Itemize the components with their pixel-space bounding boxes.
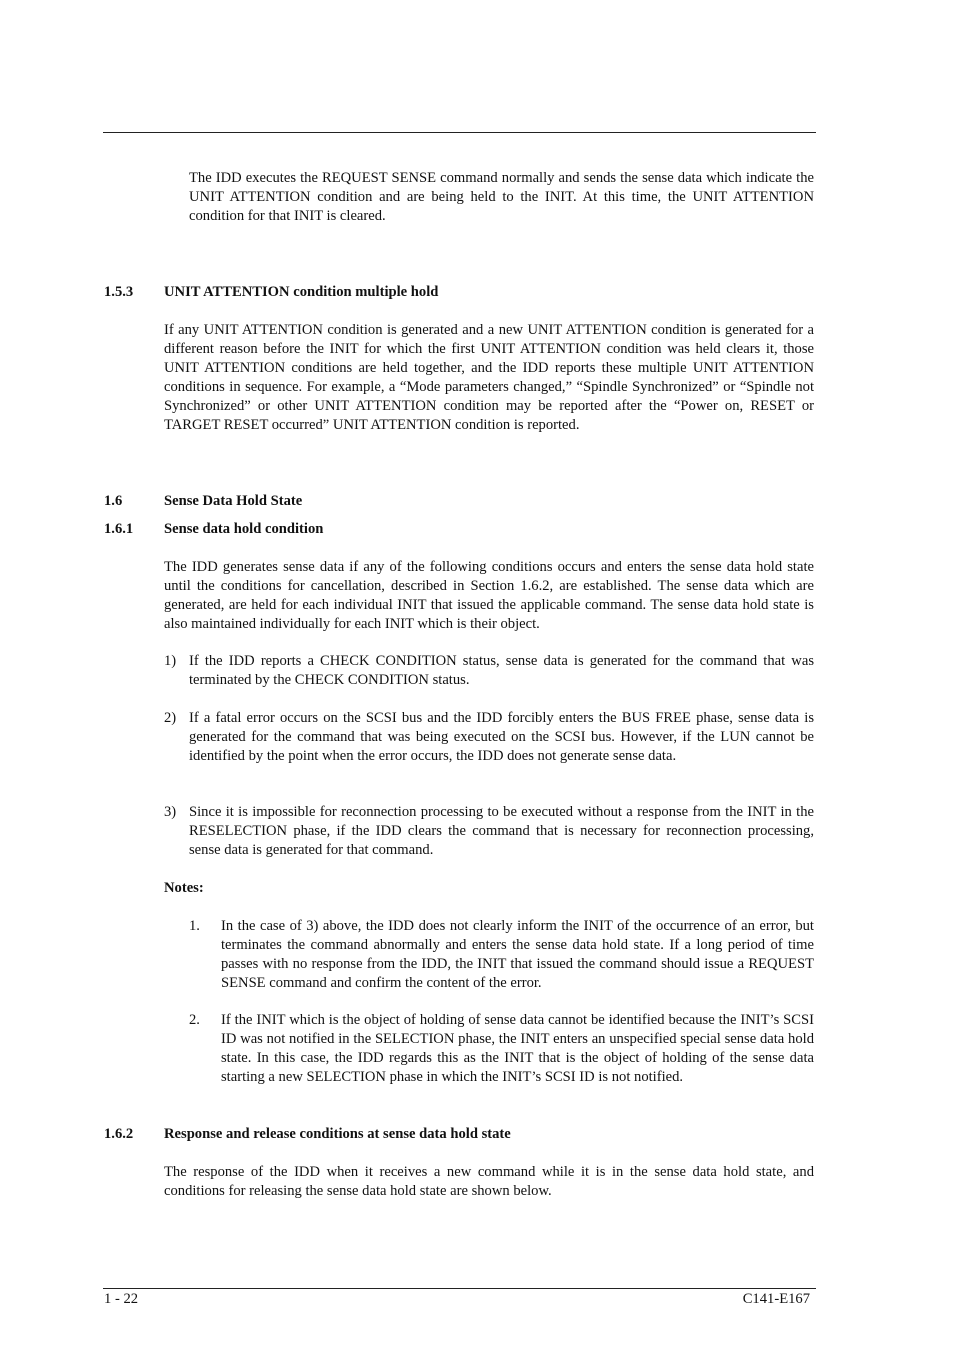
notes-label-text: Notes: xyxy=(164,880,204,896)
list-item-text: If a fatal error occurs on the SCSI bus and the IDD forcibly enters the BUS FREE phase, sense data is generated for the command that was being executed on the SCSI bus. However, if the LUN cannot be identified by the point when the error occurs, the IDD does not generate sense data. xyxy=(189,710,814,764)
list-item xyxy=(164,709,814,787)
section-body-text: The response of the IDD when it receives a new command while it is in the sense data hold state, and conditions for releasing the sense data hold state are shown below. xyxy=(164,1164,814,1199)
list-marker: 3) xyxy=(164,804,177,820)
note-text: In the case of 3) above, the IDD does not clearly inform the INIT of the occurrence of an error, but terminates the command abnormally and enters the sense data hold state. If a long period of time passes with no response from the IDD, the INIT that issued the command should issue a REQUEST SENSE command and confirm the content of the error. xyxy=(221,918,814,991)
note-marker: 2. xyxy=(189,1012,200,1028)
page-number: 1 - 22 xyxy=(104,1291,139,1307)
intro-text: The IDD executes the REQUEST SENSE command normally and sends the sense data which indicate the UNIT ATTENTION condition and are being held to the INIT. At this time, the UNIT ATTENTION condition for that INIT is cleared. xyxy=(189,170,814,224)
section-title: Response and release conditions at sense data hold state xyxy=(164,1126,511,1142)
footer-rule xyxy=(103,1288,816,1289)
list-item-text: If the IDD reports a CHECK CONDITION status, sense data is generated for the command that was terminated by the CHECK CONDITION status. xyxy=(189,653,814,688)
section-1-6-2-body xyxy=(164,1163,814,1201)
note-marker: 1. xyxy=(189,918,200,934)
section-number: 1.6.2 xyxy=(104,1126,134,1142)
section-number: 1.6.1 xyxy=(104,521,134,537)
note-item xyxy=(189,917,814,995)
section-1-5-3-body xyxy=(164,321,814,434)
section-title: Sense data hold condition xyxy=(164,521,324,537)
section-1-6-1-body xyxy=(164,558,814,634)
intro-paragraph xyxy=(189,169,814,226)
header-rule xyxy=(103,132,816,133)
list-item-text: Since it is impossible for reconnection processing to be executed without a response from the INIT in the RESELECTION phase, if the IDD clears the command that is necessary for reconnection processing, sense data is generated for that command. xyxy=(189,804,814,858)
list-marker: 1) xyxy=(164,653,177,669)
section-body-text: The IDD generates sense data if any of the following conditions occurs and enters the sense data hold state until the conditions for cancellation, described in Section 1.6.2, are established. The sense data which are generated, are held for each individual INIT that issued the applicable command. The sense data hold state is also maintained individually for each INIT which is their object. xyxy=(164,559,814,632)
section-number: 1.5.3 xyxy=(104,284,134,300)
section-body-text: If any UNIT ATTENTION condition is generated and a new UNIT ATTENTION condition is generated for a different reason before the INIT for which the first UNIT ATTENTION condition was held clears it, those UNIT ATTENTION conditions are held together, and the IDD reports these multiple UNIT ATTENTION conditions in sequence. For example, a “Mode parameters changed,” “Spindle Synchronized” or “Spindle not Synchronized” or other UNIT ATTENTION condition may be reported after the “Power on, RESET or TARGET RESET occurred” UNIT ATTENTION condition is reported. xyxy=(164,322,814,433)
document-id: C141-E167 xyxy=(742,1291,810,1307)
list-item xyxy=(164,803,814,863)
list-item xyxy=(164,652,814,692)
section-title: Sense Data Hold State xyxy=(164,493,303,509)
section-number: 1.6 xyxy=(104,493,123,509)
section-title: UNIT ATTENTION condition multiple hold xyxy=(164,284,439,300)
note-text: If the INIT which is the object of holding of sense data cannot be identified because the INIT’s SCSI ID was not notified in the SELECTION phase, the INIT enters an unspecified special sense data hold state. In this case, the IDD regards this as the INIT that is the object of holding of the sense data starting a new SELECTION phase in which the INIT’s SCSI ID is not notified. xyxy=(221,1012,814,1085)
list-marker: 2) xyxy=(164,710,177,726)
note-item xyxy=(189,1011,814,1107)
